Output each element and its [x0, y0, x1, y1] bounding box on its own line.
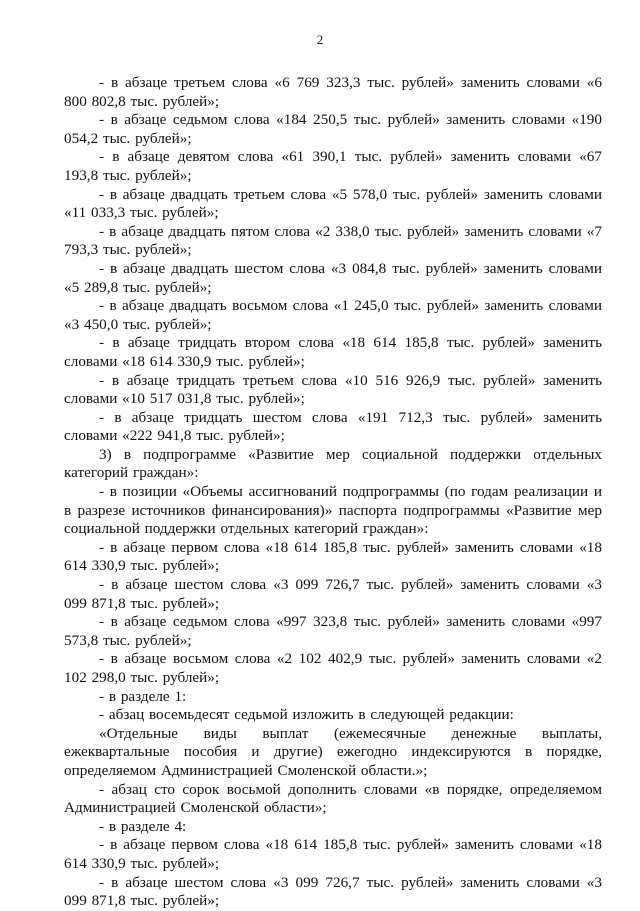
paragraph: - в абзаце седьмом слова «997 323,8 тыс. рублей» заменить словами «997 573,8 тыс. рублей»; [64, 613, 602, 649]
paragraph: - в абзаце восьмом слова «2 102 402,9 тыс. рублей» заменить словами «2 102 298,0 тыс. рублей»; [64, 650, 602, 686]
paragraph: - в абзаце девятом слова «61 390,1 тыс. рублей» заменить словами «67 193,8 тыс. рублей»; [64, 148, 602, 184]
paragraph: - в абзаце третьем слова «6 769 323,3 тыс. рублей» заменить словами «6 800 802,8 тыс. рублей»; [64, 74, 602, 110]
paragraph: - в позиции «Объемы ассигнований подпрограммы (по годам реализации и в разрезе источников финансирования)» паспорта подпрограммы «Развитие мер социальной поддержки отдельных категорий граждан»: [64, 483, 602, 538]
paragraph: - в абзаце тридцать втором слова «18 614 185,8 тыс. рублей» заменить словами «18 614 330,9 тыс. рублей»; [64, 334, 602, 370]
paragraph: - в абзаце двадцать шестом слова «3 084,8 тыс. рублей» заменить словами «5 289,8 тыс. рублей»; [64, 259, 602, 296]
paragraph: - в абзаце тридцать шестом слова «191 712,3 тыс. рублей» заменить словами «222 941,8 тыс. рублей»; [64, 408, 602, 445]
document-body [64, 74, 602, 911]
paragraph: - в абзаце шестом слова «3 099 726,7 тыс. рублей» заменить словами «3 099 871,8 тыс. рублей»; [64, 576, 602, 612]
paragraph: - в разделе 4: [99, 817, 187, 835]
paragraph: - в абзаце двадцать восьмом слова «1 245,0 тыс. рублей» заменить словами «3 450,0 тыс. рублей»; [64, 297, 602, 333]
paragraph: - в абзаце двадцать пятом слова «2 338,0 тыс. рублей» заменить словами «7 793,3 тыс. рублей»; [64, 222, 602, 259]
paragraph: - в абзаце первом слова «18 614 185,8 тыс. рублей» заменить словами «18 614 330,9 тыс. рублей»; [64, 836, 602, 872]
paragraph: - абзац сто сорок восьмой дополнить словами «в порядке, определяемом Администрацией Смоленской области»; [64, 780, 602, 817]
paragraph: - в абзаце первом слова «18 614 185,8 тыс. рублей» заменить словами «18 614 330,9 тыс. рублей»; [64, 538, 602, 575]
paragraph: - в абзаце седьмом слова «184 250,5 тыс. рублей» заменить словами «190 054,2 тыс. рублей»; [64, 111, 602, 147]
paragraph: - в абзаце шестом слова «3 099 726,7 тыс. рублей» заменить словами «3 099 871,8 тыс. рублей»; [64, 873, 602, 910]
paragraph: - абзац восемьдесят седьмой изложить в следующей редакции: [99, 706, 514, 724]
paragraph: 3) в подпрограмме «Развитие мер социальной поддержки отдельных категорий граждан»: [64, 445, 602, 482]
paragraph: - в абзаце тридцать третьем слова «10 516 926,9 тыс. рублей» заменить словами «10 517 031,8 тыс. рублей»; [64, 371, 602, 408]
paragraph: «Отдельные виды выплат (ежемесячные денежные выплаты, ежеквартальные пособия и другие) ежегодно индексируются в порядке, определяемом Администрацией Смоленской области.»; [64, 724, 602, 779]
paragraph: - в разделе 1: [99, 687, 187, 705]
paragraph: - в абзаце двадцать третьем слова «5 578,0 тыс. рублей» заменить словами «11 033,3 тыс. рублей»; [64, 185, 602, 222]
page-number: 2 [316, 32, 324, 47]
